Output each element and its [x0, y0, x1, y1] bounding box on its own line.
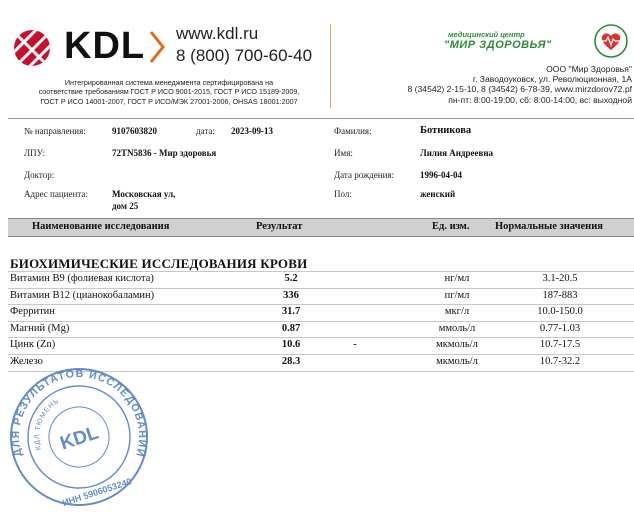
stamp-center-text: KDL	[57, 422, 102, 455]
table-row	[8, 288, 634, 305]
test-name: Железо	[10, 355, 43, 367]
address-line-1: Московская ул,	[112, 189, 176, 199]
col-unit-header: Ед. изм.	[432, 221, 470, 232]
chevron-right-icon	[148, 30, 166, 64]
patient-info-frame	[8, 118, 634, 219]
test-unit: мкг/л	[444, 306, 470, 318]
direction-number: 9107603820	[112, 126, 157, 136]
col-norm-header: Нормальные значения	[495, 221, 603, 232]
heart-logo-icon	[594, 24, 628, 58]
patient-surname: Ботникова	[420, 125, 472, 136]
col-result-header: Результат	[256, 221, 303, 232]
test-name: Витамин В9 (фолиевая кислота)	[10, 273, 154, 284]
test-norm: 10.7-17.5	[539, 339, 581, 351]
stamp-outer-text: ДЛЯ РЕЗУЛЬТАТОВ ИССЛЕДОВАНИЙ	[9, 367, 149, 459]
test-norm: 187-883	[542, 289, 578, 301]
order-date: 2023-09-13	[231, 126, 273, 136]
col-test-header: Наименование исследования	[32, 221, 170, 232]
test-result: 31.7	[281, 306, 301, 318]
clinic-label: медицинский центр	[448, 30, 525, 39]
clinic-address-line: пн-пт: 8:00-19:00, сб: 8:00-14:00, вс: выходной	[448, 94, 632, 105]
section-title: БИОХИМИЧЕСКИЕ ИССЛЕДОВАНИЯ КРОВИ	[10, 256, 308, 271]
test-result: 10.6	[281, 339, 301, 351]
clinic-address-line: г. Заводоуковск, ул. Революционная, 1А	[472, 74, 632, 85]
seal-stamp-icon	[8, 366, 150, 508]
clinic-address	[340, 64, 632, 105]
table-row	[8, 337, 634, 354]
test-norm: 10.0-150.0	[537, 306, 583, 318]
test-norm: 10.7-32.2	[539, 355, 581, 367]
test-result: 0.87	[281, 322, 301, 334]
test-unit: ммоль/л	[438, 322, 476, 334]
test-unit: мкмоль/л	[436, 355, 478, 367]
clinic-address-line: ООО "Мир Здоровья"	[546, 64, 632, 74]
test-name: Магний (Mg)	[10, 322, 70, 334]
test-result: 5.2	[284, 273, 298, 284]
test-norm: 0.77-1.03	[539, 322, 581, 334]
cert-line: соответствие требованиям ГОСТ Р ИСО 9001-2015, ГОСТ Р ИСО 15189-2009,	[38, 87, 300, 97]
stamp-inner-text: КДЛ ТЮМЕНЬ	[33, 397, 61, 451]
kdl-logo-icon	[12, 28, 60, 68]
address-label: Адрес пациента:	[24, 189, 88, 199]
certification-text	[12, 78, 326, 106]
patient-sex: женский	[420, 189, 456, 199]
cert-line: Интегрированная система менеджмента сертифицирована на	[64, 78, 274, 87]
clinic-address-line: 8 (34542) 2-15-10, 8 (34542) 6-78-39, www.mirzdorov72.pf	[407, 84, 632, 95]
direction-label: № направления:	[24, 126, 86, 136]
kdl-website[interactable]: www.kdl.ru	[176, 24, 259, 43]
birth-label: Дата рождения:	[334, 170, 395, 180]
clinic-name: "МИР ЗДОРОВЬЯ"	[444, 39, 552, 51]
test-norm: 3.1-20.5	[542, 273, 578, 284]
test-unit: пг/мл	[444, 289, 470, 301]
kdl-brand-text: KDL	[64, 25, 146, 67]
test-name: Цинк (Zn)	[10, 339, 56, 351]
kdl-phone[interactable]: 8 (800) 700-60-40	[176, 46, 313, 65]
test-flag: -	[353, 339, 357, 351]
date-label: дата:	[196, 126, 215, 136]
test-unit: нг/мл	[444, 273, 470, 284]
surname-label: Фамилия:	[334, 126, 372, 136]
name-label: Имя:	[334, 148, 353, 158]
header-divider	[330, 24, 331, 108]
test-name: Витамин В12 (цианокобаламин)	[10, 289, 155, 301]
table-row	[8, 271, 634, 288]
results-table	[8, 271, 634, 372]
test-result: 28.3	[281, 355, 301, 367]
doctor-label: Доктор:	[24, 170, 55, 180]
results-table-header	[8, 218, 634, 237]
table-row	[8, 321, 634, 338]
lpu-label: ЛПУ:	[24, 148, 46, 158]
test-name: Ферритин	[10, 306, 55, 318]
address-line-2: дом 25	[112, 201, 139, 211]
patient-name: Лилия Андреевна	[420, 148, 494, 158]
cert-line: ГОСТ Р ИСО 14001-2007, ГОСТ Р ИСО/МЭК 27001-2006, OHSAS 18001:2007	[40, 96, 298, 106]
birth-date: 1996-04-04	[420, 170, 462, 180]
test-unit: мкмоль/л	[436, 339, 478, 351]
lpu-value: 72TN5836 - Мир здоровья	[112, 148, 217, 158]
test-result: 336	[283, 289, 299, 301]
sex-label: Пол:	[334, 189, 352, 199]
table-row	[8, 304, 634, 321]
stamp-inn: ИНН 5906053240	[61, 476, 133, 508]
